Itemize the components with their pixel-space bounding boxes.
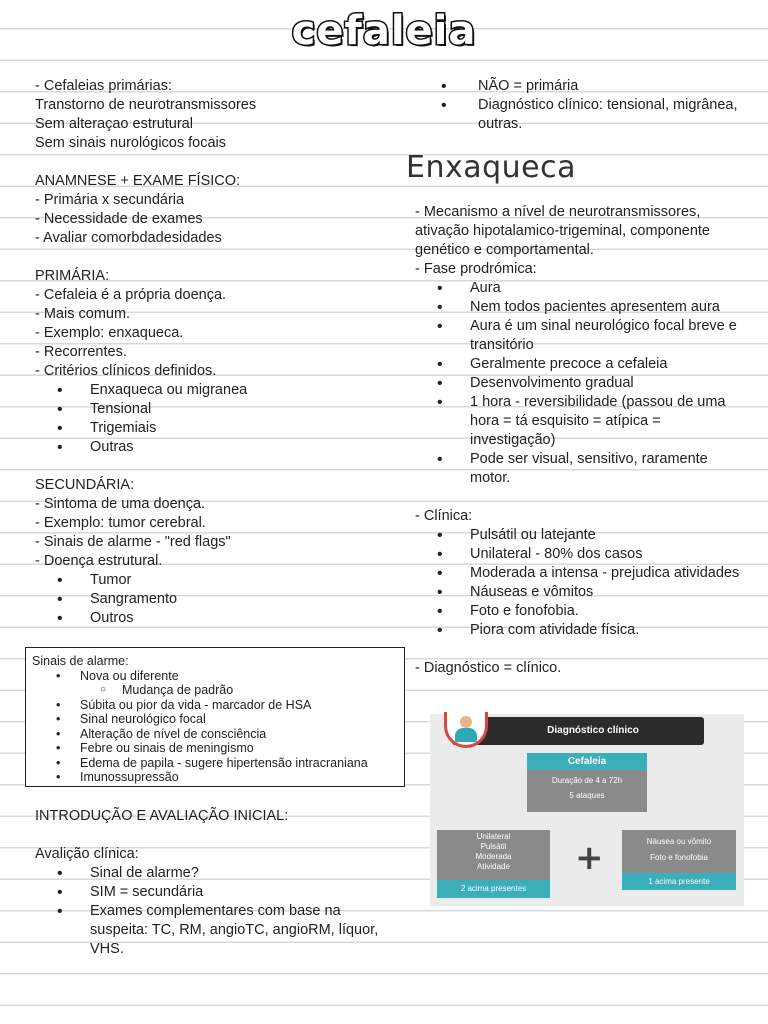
list-item: • Nem todos pacientes apresentem aura [415,298,745,317]
bullet-list [415,77,745,134]
text-line: - Recorrentes. [35,344,127,360]
diagram-line: Moderada [475,852,512,861]
diagram-line: 5 ataques [569,791,605,800]
list-item: • Pulsátil ou latejante [415,526,745,545]
enxaqueca-heading: Enxaqueca [406,150,576,185]
text-line: - Necessidade de exames [35,211,203,227]
section-heading: SECUNDÁRIA: [35,477,135,493]
list-item: • Sinal de alarme? [35,864,395,883]
list-item: • Outras [35,438,385,457]
text-line: - Clínica: [415,508,473,524]
bullet-list [35,571,385,628]
left-column [35,77,385,628]
right-column [415,203,745,678]
diagram-line: Duração de 4 a 72h [551,776,623,785]
text-line: - Sinais de alarme - "red flags" [35,534,231,550]
text-line: - Cefaleias primárias: [35,78,172,94]
alarm-signs-box [25,647,405,787]
bullet-list [415,279,745,488]
intro-section [35,807,395,959]
plus-icon: + [575,838,604,878]
text-line: - Avaliar comorbdadesidades [35,230,222,246]
list-item: • Náuseas e vômitos [415,583,745,602]
text-line: - Mecanismo a nível de neurotransmissores, ativação hipotalamico-trigeminal, componente genético e comportamental. [415,204,710,258]
diagram-line: Atividade [477,862,510,871]
list-item: • Tumor [35,571,385,590]
list-item: • Moderada a intensa - prejudica atividades [415,564,745,583]
list-item: • Outros [35,609,385,628]
diagram-right-foot: 1 acima presente [622,873,736,890]
diagram-left-foot: 2 acima presentes [437,880,550,898]
bullet-list [35,381,385,457]
text-line: - Doença estrutural. [35,553,163,569]
list-item: • NÃO = primária [415,77,745,96]
list-item: • Enxaqueca ou migranea [35,381,385,400]
diagram-line: Foto e fonofobia [650,853,708,862]
list-item: • Aura é um sinal neurológico focal breve e transitório [415,317,745,355]
list-item: • Sinal neurológico focal [32,712,398,727]
list-item: • Diagnóstico clínico: tensional, migrânea, outras. [415,96,745,134]
text-line: Transtorno de neurotransmissores [35,97,257,113]
section-heading: INTRODUÇÃO E AVALIAÇÃO INICIAL: [35,808,289,824]
list-subitem: ○ Mudança de padrão [32,683,398,698]
text-line: - Mais comum. [35,306,131,322]
list-item: • Aura [415,279,745,298]
list-item: • Sangramento [35,590,385,609]
bullet-list [35,864,395,959]
list-item: • Trigemiais [35,419,385,438]
list-item: • Febre ou sinais de meningismo [32,741,398,756]
list-item: • Imunossupressão [32,770,398,785]
text-line: Avalição clínica: [35,846,139,862]
text-line: - Exemplo: enxaqueca. [35,325,184,341]
diagram-center-title: Cefaleia [527,753,647,770]
list-item: • Exames complementares com base na suspeita: TC, RM, angioTC, angioRM, líquor, VHS. [35,902,395,959]
diagram-line: Unilateral [476,832,511,841]
list-item: • Edema de papila - sugere hipertensão intracraniana [32,756,398,771]
section-heading: PRIMÁRIA: [35,268,110,284]
text-line: - Exemplo: tumor cerebral. [35,515,206,531]
diagram-line: Náusea ou vômito [646,837,712,846]
list-item: • Unilateral - 80% dos casos [415,545,745,564]
list-item: • 1 hora - reversibilidade (passou de uma hora = tá esquisito = atípica = investigação) [415,393,745,450]
top-right-list [415,77,745,134]
text-line: - Diagnóstico = clínico. [415,660,562,676]
list-item: • Piora com atividade física. [415,621,745,640]
text-line: - Cefaleia é a própria doença. [35,287,227,303]
text-line: - Primária x secundária [35,192,185,208]
text-line: Sem alteraçao estrutural [35,116,193,132]
list-item: • SIM = secundária [35,883,395,902]
page-title: cefaleia [291,8,477,54]
list-item: • Desenvolvimento gradual [415,374,745,393]
section-heading: ANAMNESE + EXAME FÍSICO: [35,173,241,189]
text-line: - Critérios clínicos definidos. [35,363,217,379]
diagram-right-box [622,830,736,890]
diagram-left-box [437,830,550,898]
list-item: • Tensional [35,400,385,419]
text-line: - Sintoma de uma doença. [35,496,206,512]
alarm-list [32,669,398,785]
list-item: • Alteração de nível de consciência [32,727,398,742]
list-item: • Nova ou diferente [32,669,398,684]
list-item: • Súbita ou pior da vida - marcador de HSA [32,698,398,713]
diagram-line: Pulsátil [480,842,507,851]
list-item: • Foto e fonofobia. [415,602,745,621]
bullet-list [415,526,745,640]
text-line: Sem sinais nurológicos focais [35,135,227,151]
diagram-center-box [527,770,647,812]
text-line: - Fase prodrómica: [415,261,537,277]
alarm-title: Sinais de alarme: [32,654,129,668]
list-item: • Geralmente precoce a cefaleia [415,355,745,374]
diagnosis-diagram [430,714,744,906]
diagram-header: Diagnóstico clínico [452,717,704,745]
list-item: • Pode ser visual, sensitivo, raramente motor. [415,450,745,488]
